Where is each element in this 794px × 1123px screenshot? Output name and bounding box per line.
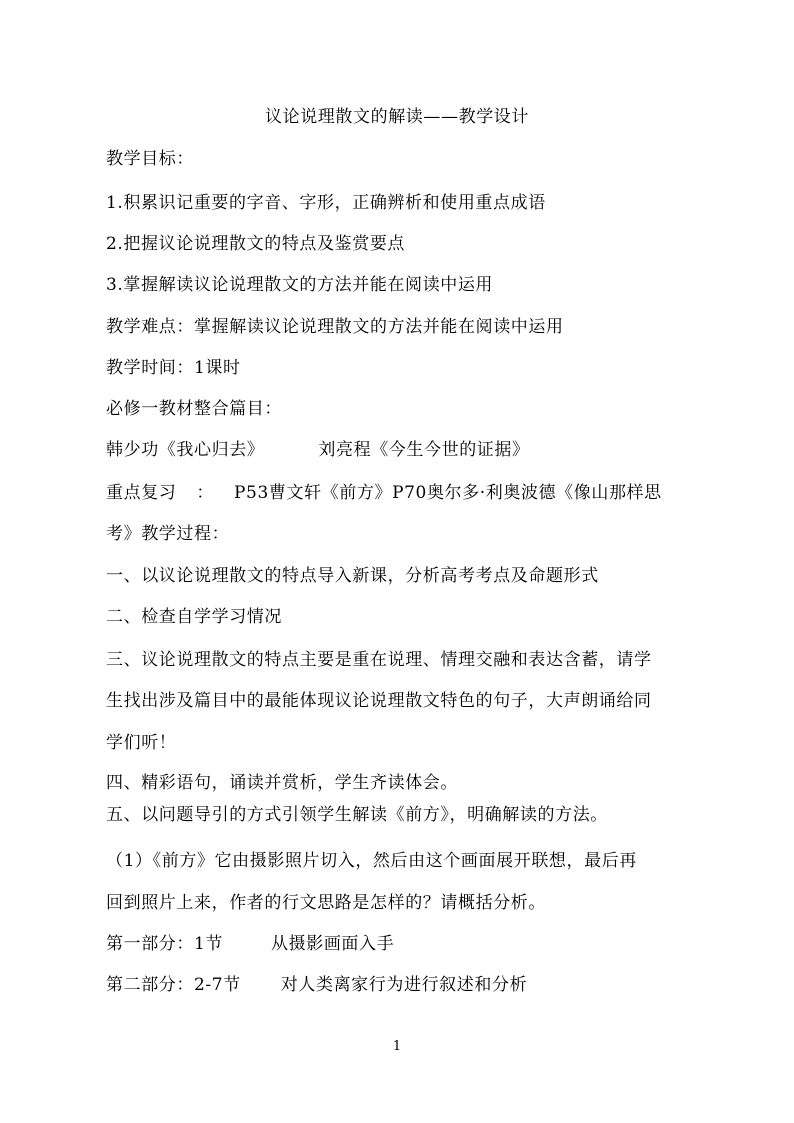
objective-item: 2.把握议论说理散文的特点及鉴赏要点 (106, 234, 406, 254)
process-step-3: 学们听！ (106, 733, 177, 753)
process-step: 二、检查自学学习情况 (106, 607, 282, 627)
part-1-line (106, 934, 704, 954)
review-colon: ： (196, 483, 215, 503)
review-text: P53曹文轩《前方》P70奥尔多·利奥波德《像山那样思 (234, 483, 662, 503)
integration-heading: 必修一教材整合篇目： (106, 399, 282, 419)
part-label: 第二部分：2-7节 (106, 975, 241, 995)
process-step-3: 三、议论说理散文的特点主要是重在说理、情理交融和表达含蓄，请学 (106, 650, 652, 670)
teaching-difficulty: 教学难点：掌握解读议论说理散文的方法并能在阅读中运用 (106, 317, 564, 337)
question-1: 回到照片上来，作者的行文思路是怎样的？请概括分析。 (106, 893, 546, 913)
review-line (106, 483, 704, 503)
part-2-line (106, 975, 704, 995)
teaching-time: 教学时间：1课时 (106, 358, 241, 378)
document-title: 议论说理散文的解读——教学设计 (265, 107, 529, 127)
process-step-5: 五、以问题导引的方式引领学生解读《前方》，明确解读的方法。 (106, 805, 608, 825)
objective-item: 1.积累识记重要的字音、字形，正确辨析和使用重点成语 (106, 193, 546, 213)
review-label: 重点复习 (106, 483, 177, 503)
part-label: 第一部分：1节 (106, 934, 224, 954)
process-step-3: 生找出涉及篇目中的最能体现议论说理散文特色的句子，大声朗诵给同 (106, 691, 652, 711)
integration-item: 韩少功《我心归去》 (106, 440, 265, 460)
process-step: 一、以议论说理散文的特点导入新课，分析高考考点及命题形式 (106, 566, 599, 586)
question-1: （1）《前方》它由摄影照片切入，然后由这个画面展开联想，最后再 (106, 851, 637, 871)
process-step-4: 四、精彩语句，诵读并赏析，学生齐读体会。 (106, 773, 458, 793)
objectives-heading: 教学目标： (106, 149, 194, 169)
review-continuation: 考》教学过程： (106, 524, 230, 544)
objective-item: 3.掌握解读议论说理散文的方法并能在阅读中运用 (106, 275, 494, 295)
integration-item: 刘亮程《今生今世的证据》 (318, 440, 530, 460)
integration-items (106, 440, 704, 460)
part-text: 从摄影画面入手 (271, 934, 395, 954)
part-text: 对人类离家行为进行叙述和分析 (280, 975, 528, 995)
page-number: 1 (392, 1039, 402, 1054)
